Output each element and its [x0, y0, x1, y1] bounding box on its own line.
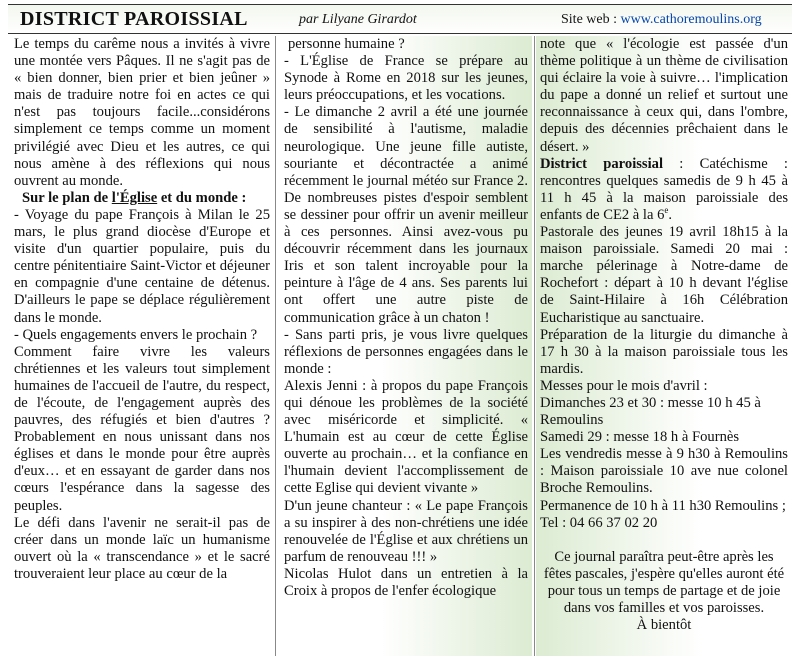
- hulot-paragraph: Nicolas Hulot dans un entretien à la Croix à propos de l'enfer écologique: [284, 565, 528, 599]
- spacer: [540, 532, 788, 549]
- column-divider-2: [534, 36, 535, 656]
- district-paragraph: [540, 156, 788, 224]
- section-heading-church-world: [14, 190, 270, 207]
- jenni-quote: Alexis Jenni : à propos du pape François qui dénoue les problèmes de la société avec miséricorde et simplicité. « L'humain est au cœur de cette Église ouverte au prochain… et la confiance en l'humain devient l'accomplissement de cette Eglise qui devient vivante »: [284, 377, 528, 497]
- district-end: .: [668, 206, 673, 223]
- pope-milan-paragraph: - Voyage du pape François à Milan le 25 mars, le plus grand diocèse d'Europe et visite d'un quartier populaire, puis du centre pénitentiaire Saint-Victor et déjeuner en compagnie d'une centaine de détenus. D'ailleurs le pape se déplace régulièrement dans le monde.: [14, 206, 270, 326]
- values-paragraph: Comment faire vivre les valeurs chrétiennes et les valeurs tout simplement humaines de l'accueil de l'autre, du respect, de l'écoute, de l'engagement auprès des pauvres, des réfugiés et bien d'autres ? Probablement en nous unissant dans nos églises et dans le monde pour être auprès d'eux… et en essayant de garder dans nos cœurs l'espérance dans la sagesse des peuples.: [14, 343, 270, 514]
- page-header: [8, 4, 792, 34]
- reflections-intro: - Sans parti pris, je vous livre quelques réflexions de personnes engagées dans le monde :: [284, 326, 528, 377]
- engagement-question: - Quels engagements envers le prochain ?: [14, 326, 258, 343]
- website-label: Site web :: [561, 12, 621, 27]
- author-byline: par Lilyane Girardot: [299, 12, 417, 27]
- masses-saturday: Samedi 29 : messe 18 h à Fournès: [540, 429, 740, 446]
- phone-number: Tel : 04 66 37 02 20: [540, 514, 658, 531]
- continued-line: personne humaine ?: [288, 36, 405, 52]
- column-divider-1: [275, 36, 276, 656]
- youth-pastoral-paragraph: Pastorale des jeunes 19 avril 18h15 à la maison paroissiale. Samedi 20 mai : marche pélerinage à Notre-dame de Rochefort : départ à 10 h devant l'église de Saint-Hilaire à 16h Célébration Eucharistique au sanctuaire.: [540, 224, 788, 326]
- synod-paragraph: - L'Église de France se prépare au Synode à Rome en 2018 sur les jeunes, leurs préoccupations, et les vocations.: [284, 53, 528, 104]
- column-1: [14, 36, 270, 656]
- heading-text-eglise: l'Église: [111, 189, 158, 206]
- autism-paragraph: - Le dimanche 2 avril a été une journée de sensibilité à l'autisme, maladie neurologique. Une jeune fille autiste, souriante et décontractée a animé récemment le journal météo sur France 2. De nombreuses pistes d'espoir semblent se dessiner pour offrir un avenir meilleur à ces personnes. Ainsi avez-vous pu découvrir récemment dans les journaux Iris et son talent incroyable pour la peinture à l'âge de 4 ans. Ses parents lui ont offert une autre piste de communication grâce à un chaton !: [284, 104, 528, 326]
- liturgy-paragraph: Préparation de la liturgie du dimanche à 17 h 30 à la maison paroissiale tous les mardis.: [540, 326, 788, 377]
- masses-heading: Messes pour le mois d'avril :: [540, 377, 708, 394]
- heading-text-post: et du monde :: [157, 189, 247, 206]
- website-link[interactable]: www.cathoremoulins.org: [620, 12, 762, 27]
- ecology-quote: note que « l'écologie est passée d'un thème politique à un thème de civilisation qui éclaire la voie à suivre… l'implication du pape a donné un relief et surtout une reconnaissance à ceux qui, dans l'ombre, depuis des décennies prêchaient dans le désert. »: [540, 36, 788, 155]
- column-2: [280, 36, 532, 656]
- page-title: DISTRICT PAROISSIAL: [20, 8, 248, 30]
- singer-quote: D'un jeune chanteur : « Le pape François a su inspirer à des non-chrétiens une idée renouvelée de l'Église et aux chrétiens un parfum de renouveau !!! »: [284, 497, 528, 565]
- closing-paragraph: Ce journal paraîtra peut-être après les fêtes pascales, j'espère qu'elles auront été pour tous un temps de partage et de joie dans vos familles et vos paroisses.: [543, 548, 785, 616]
- heading-text-pre: Sur le plan de: [22, 189, 112, 206]
- office-hours: Permanence de 10 h à 11 h30 Remoulins ;: [540, 497, 786, 514]
- masses-fridays: Les vendredis messe à 9 h30 à Remoulins : Maison paroissiale 10 ave nue colonel Broche Remoulins.: [540, 446, 788, 497]
- masses-sundays: Dimanches 23 et 30 : messe 10 h 45 à Remoulins: [540, 394, 761, 429]
- challenge-paragraph: Le défi dans l'avenir ne serait-il pas de créer dans un monde laïc un humanisme ouvert où la « transcendance » et le sacré trouveraient leur place au cœur de la: [14, 514, 270, 582]
- website-line: [561, 12, 762, 28]
- intro-paragraph: Le temps du carême nous a invités à vivre une montée vers Pâques. Il ne s'agit pas de « bien donner, bien prier et bien jeûner » mais de traduire notre foi en actes ce qui n'est pas toujours facile...considérons simplement ce temps comme un moment privilégié avec Dieu et les autres, ce qui nous amène à des réflexions qui nous ouvrent au monde.: [14, 36, 270, 189]
- column-3: [536, 36, 792, 656]
- sign-off: À bientôt: [636, 617, 692, 634]
- district-label: District paroissial: [540, 155, 664, 172]
- district-superscript: e: [664, 205, 669, 216]
- district-text: : Catéchisme : rencontres quelques samedis de 9 h 45 à 11 h 45 à la maison paroissiale des enfants de CE2 à la 6: [540, 155, 788, 223]
